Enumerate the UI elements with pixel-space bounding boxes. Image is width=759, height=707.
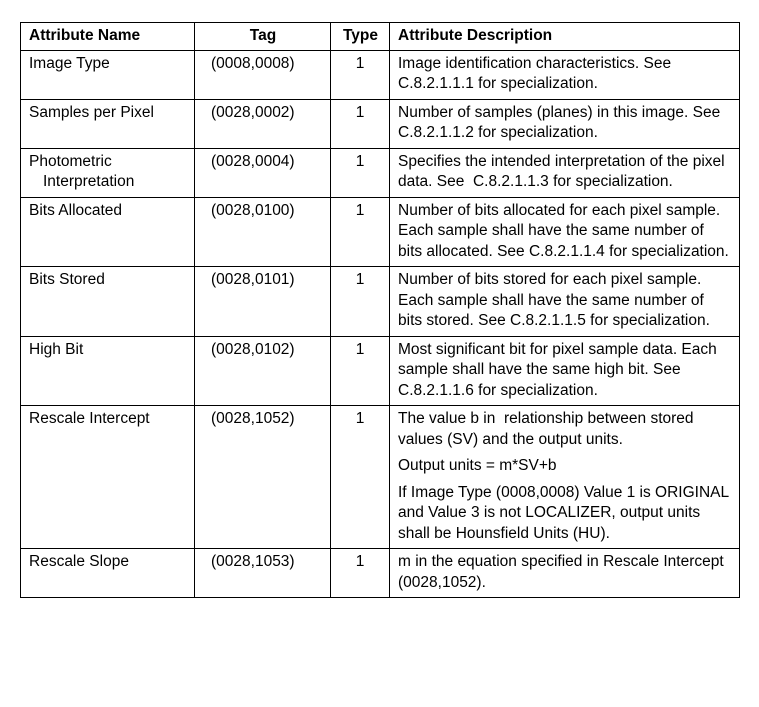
table-row	[21, 148, 740, 197]
attribute-name-cell: Rescale Intercept	[21, 406, 195, 549]
description-cell	[390, 406, 740, 549]
attribute-name-line1: Photometric	[29, 152, 112, 170]
tag-cell: (0028,0102)	[195, 336, 331, 406]
header-tag: Tag	[195, 23, 331, 51]
table-row	[21, 549, 740, 598]
tag-cell: (0028,0002)	[195, 99, 331, 148]
table-row	[21, 406, 740, 549]
description-text: Number of bits allocated for each pixel sample. Each sample shall have the same number of bits allocated. See C.8.2.1.1.4 for specialization.	[398, 201, 729, 260]
tag-cell: (0028,1052)	[195, 406, 331, 549]
table-header-row	[21, 23, 740, 51]
description-text: The value b in relationship between stored values (SV) and the output units.	[398, 410, 698, 448]
attribute-name-cell: Samples per Pixel	[21, 99, 195, 148]
table-row	[21, 197, 740, 267]
attribute-name-cell: Image Type	[21, 50, 195, 99]
attribute-name-cell: High Bit	[21, 336, 195, 406]
tag-cell: (0028,0100)	[195, 197, 331, 267]
type-cell: 1	[331, 148, 390, 197]
table-row	[21, 336, 740, 406]
description-text: Specifies the intended interpretation of the pixel data. See C.8.2.1.1.3 for specialization.	[398, 152, 729, 190]
header-attribute-description: Attribute Description	[390, 23, 740, 51]
description-cell	[390, 99, 740, 148]
tag-cell: (0028,1053)	[195, 549, 331, 598]
type-cell: 1	[331, 197, 390, 267]
description-text: Image identification characteristics. See C.8.2.1.1.1 for specialization.	[398, 54, 672, 92]
attribute-name-cell	[21, 148, 195, 197]
tag-cell: (0028,0004)	[195, 148, 331, 197]
tag-cell: (0008,0008)	[195, 50, 331, 99]
description-note: If Image Type (0008,0008) Value 1 is ORIGINAL and Value 3 is not LOCALIZER, output units shall be Hounsfield Units (HU).	[398, 483, 729, 542]
table-row	[21, 267, 740, 337]
attribute-table	[20, 22, 740, 598]
description-text: m in the equation specified in Rescale Intercept (0028,1052).	[398, 553, 724, 591]
table-row	[21, 50, 740, 99]
type-cell: 1	[331, 406, 390, 549]
attribute-name-cell: Rescale Slope	[21, 549, 195, 598]
type-cell: 1	[331, 50, 390, 99]
description-text: Number of samples (planes) in this image. See C.8.2.1.1.2 for specialization.	[398, 103, 721, 141]
type-cell: 1	[331, 267, 390, 337]
description-formula: Output units = m*SV+b	[398, 457, 557, 474]
description-text: Most significant bit for pixel sample data. Each sample shall have the same high bit. See C.8.2.1.1.6 for specialization.	[398, 340, 717, 399]
description-cell	[390, 267, 740, 337]
description-cell	[390, 549, 740, 598]
description-text: Number of bits stored for each pixel sample. Each sample shall have the same number of bits stored. See C.8.2.1.1.5 for specialization.	[398, 271, 710, 329]
table-row	[21, 99, 740, 148]
tag-cell: (0028,0101)	[195, 267, 331, 337]
header-attribute-name: Attribute Name	[21, 23, 195, 51]
type-cell: 1	[331, 336, 390, 406]
description-cell	[390, 197, 740, 267]
type-cell: 1	[331, 99, 390, 148]
attribute-name-cell: Bits Stored	[21, 267, 195, 337]
description-cell	[390, 50, 740, 99]
header-type: Type	[331, 23, 390, 51]
attribute-name-line2: Interpretation	[43, 173, 135, 190]
type-cell: 1	[331, 549, 390, 598]
description-cell	[390, 148, 740, 197]
description-cell	[390, 336, 740, 406]
attribute-name-cell: Bits Allocated	[21, 197, 195, 267]
